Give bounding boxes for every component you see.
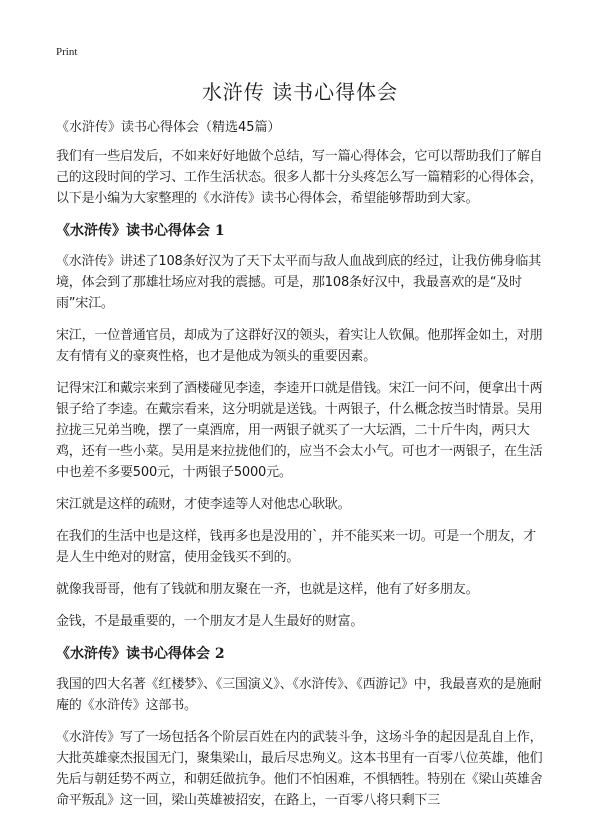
paragraph: 金钱，不是最重要的，一个朋友才是人生最好的财富。 [56, 614, 364, 629]
paragraph: 在我们的生活中也是这样，钱再多也是没用的`，并不能买来一切。可是一个朋友，才是人生中绝对的财富，使用金钱买不到的。 [56, 529, 536, 565]
article-subtitle: 《水浒传》读书心得体会（精选45篇） [56, 120, 281, 135]
section-heading-2: 《水浒传》读书心得体会 2 [56, 646, 225, 662]
print-link[interactable]: Print [56, 46, 78, 58]
paragraph: 记得宋江和戴宗来到了酒楼碰见李逵，李逵开口就是借钱。宋江一问不问，便拿出十两银子给了李逵。在戴宗看来，这分明就是送钱。十两银子，什么概念按当时情景。吴用拉拢三兄弟当晚，摆了一桌酒席，用一两银子就买了一大坛酒，二十斤牛肉，两只大鸡，还有一些小菜。吴用是来拉拢他们的，应当不会太小气。可也才一两银子，在生活中也差不多要500元，十两银子5000元。 [56, 381, 543, 480]
paragraph: 就像我哥哥，他有了钱就和朋友聚在一齐，也就是这样，他有了好多朋友。 [56, 582, 479, 597]
article-body [56, 118, 546, 822]
paragraph: 《水浒传》讲述了108条好汉为了天下太平而与敌人血战到底的经过，让我仿佛身临其境，体会到了那雄壮场应对我的震撼。可是，那108条好汉中，我最喜欢的是“及时雨”宋江。 [56, 254, 542, 311]
paragraph: 宋江就是这样的疏财，才使李逵等人对他忠心耿耿。 [56, 497, 351, 512]
page-title: 水浒传 读书心得体会 [201, 80, 399, 104]
section-heading-1: 《水浒传》读书心得体会 1 [56, 223, 225, 239]
paragraph: 宋江，一位普通官员，却成为了这群好汉的领头，着实让人钦佩。他那挥金如土，对朋友有情有义的豪爽性格，也才是他成为领头的重要因素。 [56, 328, 543, 364]
paragraph: 我国的四大名著《红楼梦》、《三国演义》、《水浒传》、《西游记》中，我最喜欢的是施耐庵的《水浒传》这部书。 [56, 677, 542, 713]
intro-paragraph: 我们有一些启发后，不如来好好地做个总结，写一篇心得体会，它可以帮助我们了解自己的这段时间的学习、工作生活状态。很多人都十分头疼怎么写一篇精彩的心得体会，以下是小编为大家整理的《水浒传》读书心得体会，希望能够帮助到大家。 [56, 149, 543, 206]
paragraph: 《水浒传》写了一场包括各个阶层百姓在内的武装斗争，这场斗争的起因是乱自上作，大批英雄豪杰报国无门，聚集梁山，最后尽忠殉义。这本书里有一百零八位英雄，他们先后与朝廷势不两立，和朝廷做抗争。他们不怕困难，不惧牺牲。特别在《梁山英雄舍命平叛乱》这一回，梁山英雄被招安，在路上，一百零八将只剩下三 [56, 730, 543, 808]
